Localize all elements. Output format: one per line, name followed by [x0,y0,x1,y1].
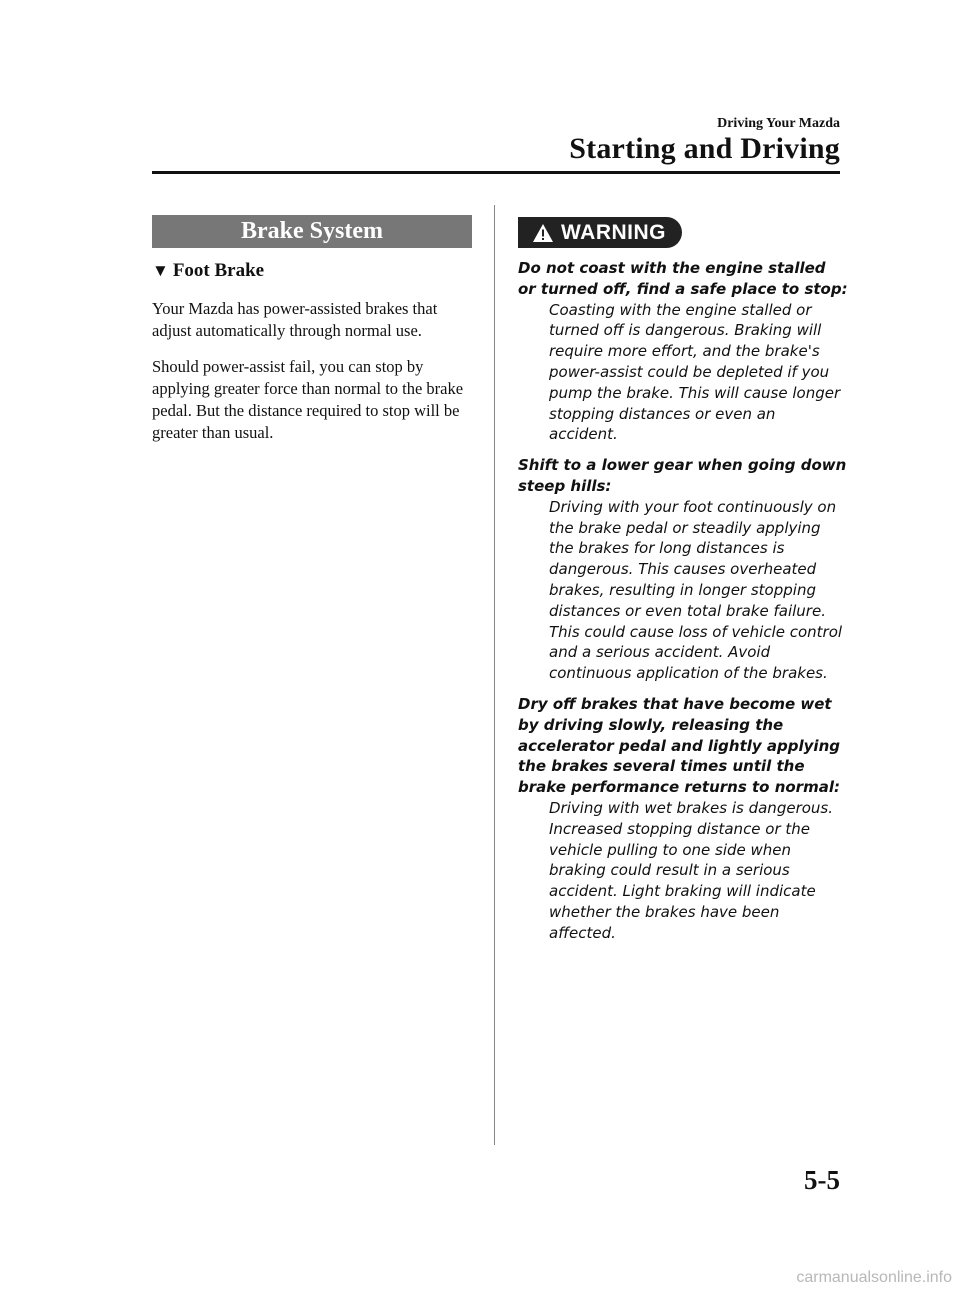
warning-item [518,694,848,944]
warning-item [518,258,848,445]
body-paragraph: Should power-assist fail, you can stop by applying greater force than normal to the brake pedal. But the distance required to stop will be greater than usual. [152,357,464,442]
warning-item-body: Driving with your foot continuously on the brake pedal or steadily applying the brakes for long distances is dangerous. This causes overheated brakes, resulting in longer stopping distances or even total brake failure. This could cause loss of vehicle control and a serious accident. Avoid continuous application of the brakes. [549,497,843,683]
body-paragraph: Your Mazda has power-assisted brakes that adjust automatically through normal use. [152,299,438,340]
warning-item-title: Do not coast with the engine stalled or turned off, find a safe place to stop: [518,259,848,298]
warning-column [518,217,848,944]
column-divider [494,205,495,1145]
subheading [152,260,472,282]
chapter-title: Driving Your Mazda [717,116,840,131]
warning-item-title: Shift to a lower gear when going down steep hills: [518,456,847,495]
watermark: carmanualsonline.info [796,1269,952,1286]
warning-item-title: Dry off brakes that have become wet by driving slowly, releasing the accelerator pedal and lightly applying the brakes several times until the brake performance returns to normal: [518,694,840,797]
triangle-bullet-icon: ▼ [152,261,169,280]
warning-label: WARNING [561,220,666,244]
warning-triangle-icon [532,223,554,243]
warning-badge [518,217,682,248]
warning-item [518,455,848,684]
warning-item-body: Driving with wet brakes is dangerous. Increased stopping distance or the vehicle pulling to one side when braking could result in a serious accident. Light braking will indicate whether the brakes have been affected. [549,798,833,942]
left-column [152,215,472,444]
subheading-text: Foot Brake [172,260,265,281]
warning-item-body: Coasting with the engine stalled or turned off is dangerous. Braking will require more effort, and the brake's power-assist could be depleted if you pump the brake. This will cause longer stopping distances or even an accident. [549,300,841,444]
header-rule [152,171,840,174]
page-number: 5-5 [804,1165,840,1195]
section-title-banner: Brake System [152,215,472,248]
section-header: Starting and Driving [569,132,840,165]
